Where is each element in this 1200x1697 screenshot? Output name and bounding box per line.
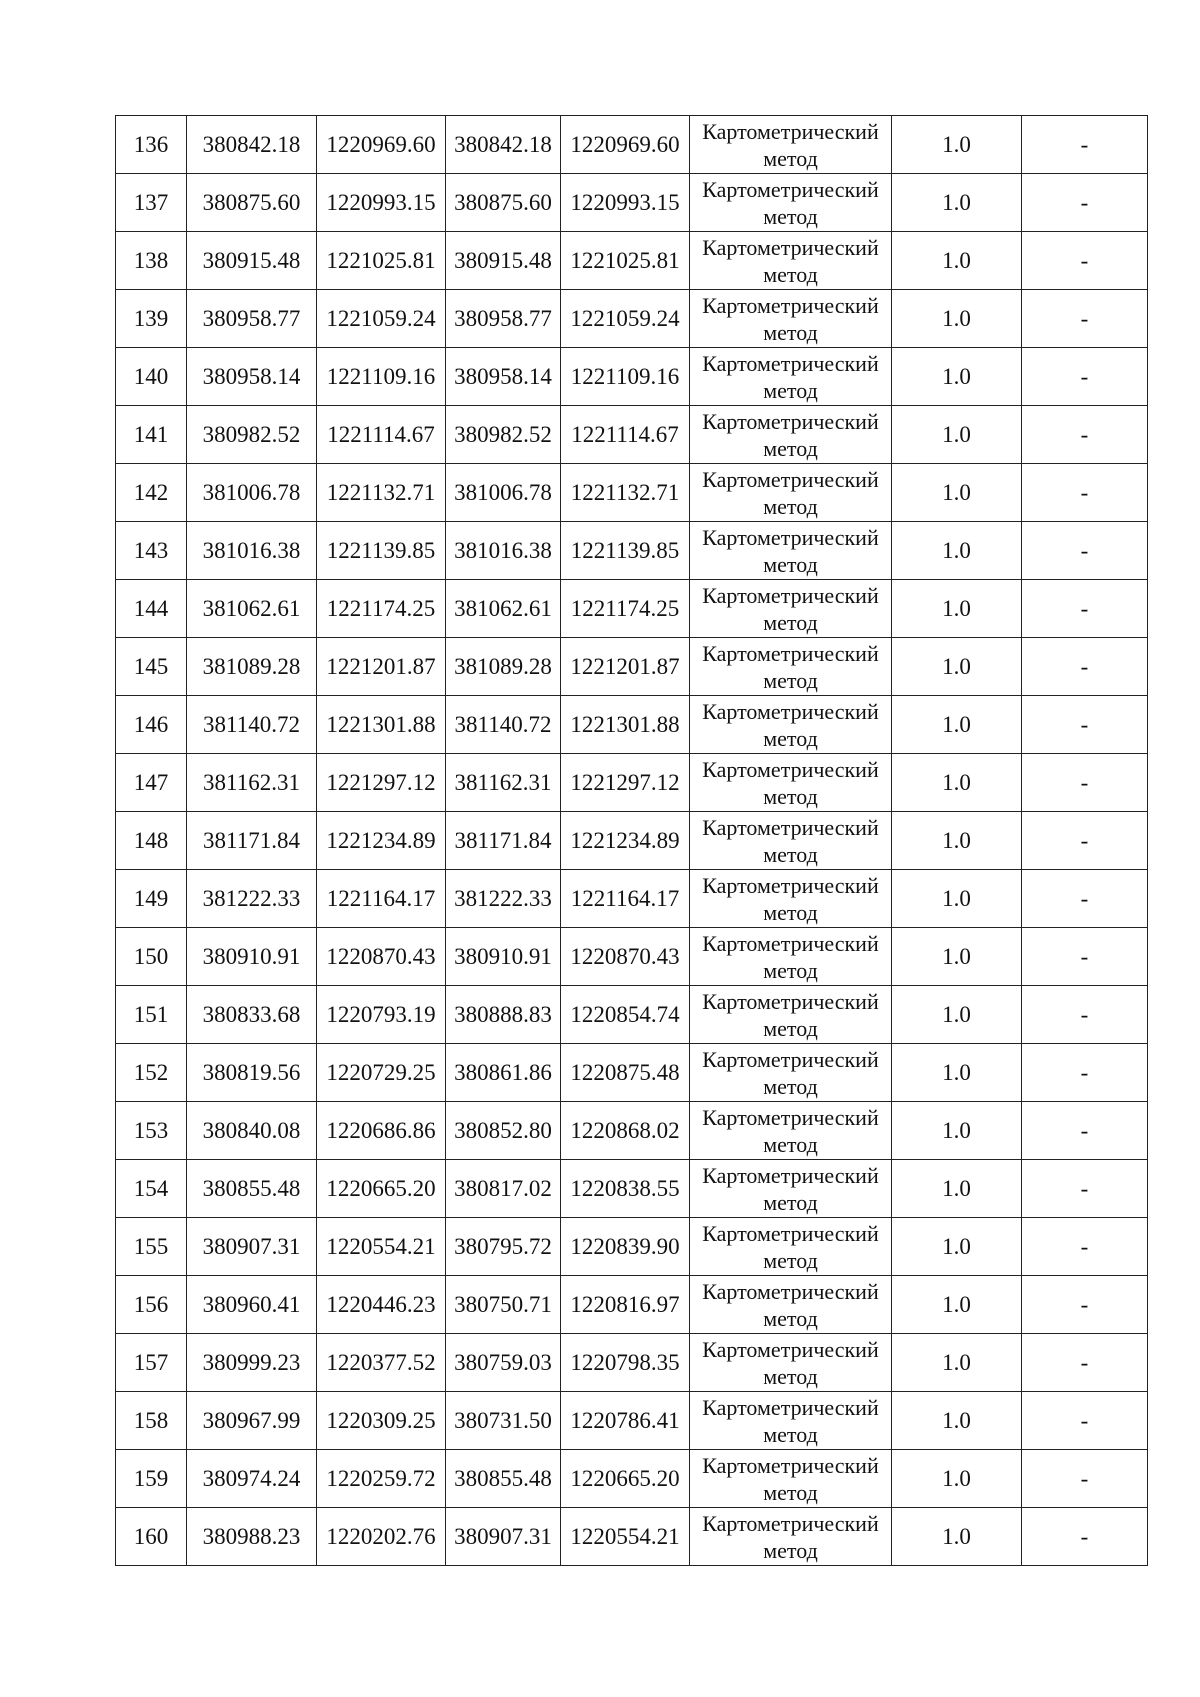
x2-coordinate-cell: 381006.78 (446, 464, 561, 522)
y2-coordinate-cell: 1220969.60 (561, 116, 690, 174)
accuracy-cell: 1.0 (892, 174, 1022, 232)
accuracy-cell: 1.0 (892, 986, 1022, 1044)
method-line-2: метод (763, 377, 818, 403)
table-row (116, 174, 1148, 232)
x1-coordinate-cell: 380958.14 (187, 348, 317, 406)
x2-coordinate-cell: 380910.91 (446, 928, 561, 986)
x2-coordinate-cell: 380855.48 (446, 1450, 561, 1508)
accuracy-cell: 1.0 (892, 1102, 1022, 1160)
method-line-1: Картометрический (702, 466, 879, 492)
x2-coordinate-cell: 381162.31 (446, 754, 561, 812)
y1-coordinate-cell: 1221297.12 (317, 754, 446, 812)
point-number-cell: 138 (116, 232, 187, 290)
method-cell (690, 464, 892, 522)
y1-coordinate-cell: 1221301.88 (317, 696, 446, 754)
note-cell: - (1022, 812, 1148, 870)
y2-coordinate-cell: 1220839.90 (561, 1218, 690, 1276)
method-cell (690, 232, 892, 290)
table-row (116, 1044, 1148, 1102)
method-cell (690, 1044, 892, 1102)
y1-coordinate-cell: 1221132.71 (317, 464, 446, 522)
y1-coordinate-cell: 1220377.52 (317, 1334, 446, 1392)
method-line-1: Картометрический (702, 234, 879, 260)
y1-coordinate-cell: 1221059.24 (317, 290, 446, 348)
point-number-cell: 159 (116, 1450, 187, 1508)
y1-coordinate-cell: 1220309.25 (317, 1392, 446, 1450)
method-line-2: метод (763, 319, 818, 345)
accuracy-cell: 1.0 (892, 116, 1022, 174)
note-cell: - (1022, 928, 1148, 986)
table-row (116, 812, 1148, 870)
method-line-1: Картометрический (702, 1104, 879, 1130)
y1-coordinate-cell: 1220259.72 (317, 1450, 446, 1508)
accuracy-cell: 1.0 (892, 406, 1022, 464)
x2-coordinate-cell: 380915.48 (446, 232, 561, 290)
table-body (116, 116, 1148, 1566)
table-row (116, 290, 1148, 348)
note-cell: - (1022, 1102, 1148, 1160)
table-row (116, 1392, 1148, 1450)
x1-coordinate-cell: 380958.77 (187, 290, 317, 348)
x1-coordinate-cell: 380907.31 (187, 1218, 317, 1276)
x2-coordinate-cell: 380982.52 (446, 406, 561, 464)
point-number-cell: 145 (116, 638, 187, 696)
method-cell (690, 1218, 892, 1276)
accuracy-cell: 1.0 (892, 754, 1022, 812)
x1-coordinate-cell: 380842.18 (187, 116, 317, 174)
y2-coordinate-cell: 1220786.41 (561, 1392, 690, 1450)
note-cell: - (1022, 174, 1148, 232)
accuracy-cell: 1.0 (892, 1508, 1022, 1566)
method-cell (690, 638, 892, 696)
x1-coordinate-cell: 381140.72 (187, 696, 317, 754)
method-line-2: метод (763, 725, 818, 751)
note-cell: - (1022, 754, 1148, 812)
point-number-cell: 156 (116, 1276, 187, 1334)
method-line-1: Картометрический (702, 118, 879, 144)
accuracy-cell: 1.0 (892, 290, 1022, 348)
method-line-2: метод (763, 667, 818, 693)
method-line-2: метод (763, 1247, 818, 1273)
method-cell (690, 1508, 892, 1566)
method-cell (690, 1102, 892, 1160)
note-cell: - (1022, 1508, 1148, 1566)
method-line-2: метод (763, 1189, 818, 1215)
table-row (116, 638, 1148, 696)
y2-coordinate-cell: 1221174.25 (561, 580, 690, 638)
x1-coordinate-cell: 380960.41 (187, 1276, 317, 1334)
point-number-cell: 148 (116, 812, 187, 870)
y1-coordinate-cell: 1221109.16 (317, 348, 446, 406)
accuracy-cell: 1.0 (892, 1276, 1022, 1334)
point-number-cell: 157 (116, 1334, 187, 1392)
note-cell: - (1022, 696, 1148, 754)
x2-coordinate-cell: 380750.71 (446, 1276, 561, 1334)
method-cell (690, 928, 892, 986)
table-row (116, 1450, 1148, 1508)
point-number-cell: 139 (116, 290, 187, 348)
y2-coordinate-cell: 1220816.97 (561, 1276, 690, 1334)
table-row (116, 1218, 1148, 1276)
x1-coordinate-cell: 381062.61 (187, 580, 317, 638)
method-line-2: метод (763, 1363, 818, 1389)
accuracy-cell: 1.0 (892, 696, 1022, 754)
y1-coordinate-cell: 1220665.20 (317, 1160, 446, 1218)
method-line-1: Картометрический (702, 350, 879, 376)
table-row (116, 348, 1148, 406)
accuracy-cell: 1.0 (892, 812, 1022, 870)
table-row (116, 754, 1148, 812)
method-line-1: Картометрический (702, 408, 879, 434)
note-cell: - (1022, 290, 1148, 348)
point-number-cell: 149 (116, 870, 187, 928)
x1-coordinate-cell: 381222.33 (187, 870, 317, 928)
note-cell: - (1022, 870, 1148, 928)
y1-coordinate-cell: 1221234.89 (317, 812, 446, 870)
accuracy-cell: 1.0 (892, 580, 1022, 638)
x2-coordinate-cell: 381089.28 (446, 638, 561, 696)
method-cell (690, 406, 892, 464)
method-line-2: метод (763, 551, 818, 577)
table-row (116, 870, 1148, 928)
x1-coordinate-cell: 381006.78 (187, 464, 317, 522)
x2-coordinate-cell: 380731.50 (446, 1392, 561, 1450)
y1-coordinate-cell: 1221201.87 (317, 638, 446, 696)
method-line-1: Картометрический (702, 1278, 879, 1304)
method-line-2: метод (763, 435, 818, 461)
note-cell: - (1022, 1218, 1148, 1276)
method-line-2: метод (763, 899, 818, 925)
point-number-cell: 141 (116, 406, 187, 464)
method-line-1: Картометрический (702, 1510, 879, 1536)
point-number-cell: 150 (116, 928, 187, 986)
x2-coordinate-cell: 380852.80 (446, 1102, 561, 1160)
x2-coordinate-cell: 380958.14 (446, 348, 561, 406)
y1-coordinate-cell: 1221174.25 (317, 580, 446, 638)
accuracy-cell: 1.0 (892, 464, 1022, 522)
table-row (116, 464, 1148, 522)
method-cell (690, 1276, 892, 1334)
note-cell: - (1022, 1276, 1148, 1334)
y1-coordinate-cell: 1220993.15 (317, 174, 446, 232)
accuracy-cell: 1.0 (892, 1218, 1022, 1276)
point-number-cell: 152 (116, 1044, 187, 1102)
method-cell (690, 1450, 892, 1508)
method-line-2: метод (763, 1305, 818, 1331)
point-number-cell: 146 (116, 696, 187, 754)
y2-coordinate-cell: 1220870.43 (561, 928, 690, 986)
point-number-cell: 155 (116, 1218, 187, 1276)
method-cell (690, 290, 892, 348)
table-row (116, 1102, 1148, 1160)
method-line-1: Картометрический (702, 1162, 879, 1188)
method-line-2: метод (763, 1015, 818, 1041)
method-line-2: метод (763, 1073, 818, 1099)
y2-coordinate-cell: 1220993.15 (561, 174, 690, 232)
y1-coordinate-cell: 1220729.25 (317, 1044, 446, 1102)
accuracy-cell: 1.0 (892, 1450, 1022, 1508)
method-cell (690, 348, 892, 406)
point-number-cell: 160 (116, 1508, 187, 1566)
y1-coordinate-cell: 1220686.86 (317, 1102, 446, 1160)
method-cell (690, 870, 892, 928)
point-number-cell: 137 (116, 174, 187, 232)
method-cell (690, 116, 892, 174)
point-number-cell: 153 (116, 1102, 187, 1160)
method-line-2: метод (763, 261, 818, 287)
method-cell (690, 1160, 892, 1218)
note-cell: - (1022, 232, 1148, 290)
x2-coordinate-cell: 380842.18 (446, 116, 561, 174)
table-row (116, 696, 1148, 754)
x2-coordinate-cell: 380817.02 (446, 1160, 561, 1218)
y2-coordinate-cell: 1220854.74 (561, 986, 690, 1044)
method-line-1: Картометрический (702, 872, 879, 898)
table-row (116, 406, 1148, 464)
point-number-cell: 142 (116, 464, 187, 522)
method-line-1: Картометрический (702, 1394, 879, 1420)
method-cell (690, 522, 892, 580)
method-line-2: метод (763, 203, 818, 229)
table-row (116, 928, 1148, 986)
method-line-2: метод (763, 957, 818, 983)
y2-coordinate-cell: 1221114.67 (561, 406, 690, 464)
y1-coordinate-cell: 1220446.23 (317, 1276, 446, 1334)
note-cell: - (1022, 464, 1148, 522)
y1-coordinate-cell: 1221025.81 (317, 232, 446, 290)
y1-coordinate-cell: 1220554.21 (317, 1218, 446, 1276)
y2-coordinate-cell: 1220554.21 (561, 1508, 690, 1566)
y2-coordinate-cell: 1221164.17 (561, 870, 690, 928)
method-cell (690, 1392, 892, 1450)
x2-coordinate-cell: 380875.60 (446, 174, 561, 232)
table-row (116, 986, 1148, 1044)
method-line-2: метод (763, 1537, 818, 1563)
x2-coordinate-cell: 381171.84 (446, 812, 561, 870)
method-cell (690, 812, 892, 870)
method-line-1: Картометрический (702, 176, 879, 202)
y1-coordinate-cell: 1221114.67 (317, 406, 446, 464)
x1-coordinate-cell: 381016.38 (187, 522, 317, 580)
note-cell: - (1022, 1334, 1148, 1392)
method-line-2: метод (763, 1131, 818, 1157)
x1-coordinate-cell: 381171.84 (187, 812, 317, 870)
table-row (116, 1334, 1148, 1392)
method-cell (690, 696, 892, 754)
point-number-cell: 143 (116, 522, 187, 580)
method-line-1: Картометрический (702, 292, 879, 318)
table-row (116, 522, 1148, 580)
y1-coordinate-cell: 1220870.43 (317, 928, 446, 986)
accuracy-cell: 1.0 (892, 928, 1022, 986)
x2-coordinate-cell: 381062.61 (446, 580, 561, 638)
point-number-cell: 158 (116, 1392, 187, 1450)
note-cell: - (1022, 638, 1148, 696)
y2-coordinate-cell: 1221234.89 (561, 812, 690, 870)
table-row (116, 1276, 1148, 1334)
y2-coordinate-cell: 1221297.12 (561, 754, 690, 812)
method-cell (690, 1334, 892, 1392)
method-line-2: метод (763, 1421, 818, 1447)
method-cell (690, 174, 892, 232)
x2-coordinate-cell: 380907.31 (446, 1508, 561, 1566)
y1-coordinate-cell: 1220202.76 (317, 1508, 446, 1566)
x1-coordinate-cell: 380833.68 (187, 986, 317, 1044)
x1-coordinate-cell: 380988.23 (187, 1508, 317, 1566)
y2-coordinate-cell: 1221025.81 (561, 232, 690, 290)
accuracy-cell: 1.0 (892, 870, 1022, 928)
method-cell (690, 580, 892, 638)
y1-coordinate-cell: 1221139.85 (317, 522, 446, 580)
method-line-2: метод (763, 1479, 818, 1505)
method-line-1: Картометрический (702, 582, 879, 608)
note-cell: - (1022, 116, 1148, 174)
y2-coordinate-cell: 1221132.71 (561, 464, 690, 522)
y2-coordinate-cell: 1221301.88 (561, 696, 690, 754)
point-number-cell: 136 (116, 116, 187, 174)
method-line-1: Картометрический (702, 1452, 879, 1478)
method-line-1: Картометрический (702, 930, 879, 956)
y2-coordinate-cell: 1220875.48 (561, 1044, 690, 1102)
method-line-1: Картометрический (702, 756, 879, 782)
note-cell: - (1022, 406, 1148, 464)
table-row (116, 1160, 1148, 1218)
x1-coordinate-cell: 380910.91 (187, 928, 317, 986)
x2-coordinate-cell: 380888.83 (446, 986, 561, 1044)
method-line-1: Картометрический (702, 524, 879, 550)
method-cell (690, 986, 892, 1044)
method-cell (690, 754, 892, 812)
accuracy-cell: 1.0 (892, 1334, 1022, 1392)
method-line-1: Картометрический (702, 988, 879, 1014)
x1-coordinate-cell: 380875.60 (187, 174, 317, 232)
table-row (116, 116, 1148, 174)
x2-coordinate-cell: 380861.86 (446, 1044, 561, 1102)
y1-coordinate-cell: 1220793.19 (317, 986, 446, 1044)
y2-coordinate-cell: 1221109.16 (561, 348, 690, 406)
accuracy-cell: 1.0 (892, 1044, 1022, 1102)
y2-coordinate-cell: 1221059.24 (561, 290, 690, 348)
x1-coordinate-cell: 380974.24 (187, 1450, 317, 1508)
note-cell: - (1022, 348, 1148, 406)
method-line-1: Картометрический (702, 1046, 879, 1072)
y2-coordinate-cell: 1220798.35 (561, 1334, 690, 1392)
method-line-1: Картометрический (702, 640, 879, 666)
x2-coordinate-cell: 380958.77 (446, 290, 561, 348)
accuracy-cell: 1.0 (892, 1160, 1022, 1218)
method-line-2: метод (763, 145, 818, 171)
method-line-1: Картометрический (702, 698, 879, 724)
accuracy-cell: 1.0 (892, 348, 1022, 406)
y1-coordinate-cell: 1220969.60 (317, 116, 446, 174)
y2-coordinate-cell: 1221139.85 (561, 522, 690, 580)
point-number-cell: 147 (116, 754, 187, 812)
point-number-cell: 151 (116, 986, 187, 1044)
note-cell: - (1022, 986, 1148, 1044)
accuracy-cell: 1.0 (892, 638, 1022, 696)
note-cell: - (1022, 1450, 1148, 1508)
method-line-1: Картометрический (702, 1220, 879, 1246)
x2-coordinate-cell: 380759.03 (446, 1334, 561, 1392)
table-row (116, 232, 1148, 290)
y2-coordinate-cell: 1221201.87 (561, 638, 690, 696)
y1-coordinate-cell: 1221164.17 (317, 870, 446, 928)
x1-coordinate-cell: 380967.99 (187, 1392, 317, 1450)
method-line-2: метод (763, 783, 818, 809)
x1-coordinate-cell: 380819.56 (187, 1044, 317, 1102)
note-cell: - (1022, 580, 1148, 638)
method-line-2: метод (763, 493, 818, 519)
x2-coordinate-cell: 381016.38 (446, 522, 561, 580)
point-number-cell: 144 (116, 580, 187, 638)
x1-coordinate-cell: 380982.52 (187, 406, 317, 464)
x1-coordinate-cell: 381162.31 (187, 754, 317, 812)
note-cell: - (1022, 1160, 1148, 1218)
x1-coordinate-cell: 380915.48 (187, 232, 317, 290)
table-row (116, 580, 1148, 638)
table-row (116, 1508, 1148, 1566)
method-line-2: метод (763, 609, 818, 635)
y2-coordinate-cell: 1220838.55 (561, 1160, 690, 1218)
x1-coordinate-cell: 380855.48 (187, 1160, 317, 1218)
y2-coordinate-cell: 1220868.02 (561, 1102, 690, 1160)
x2-coordinate-cell: 381140.72 (446, 696, 561, 754)
y2-coordinate-cell: 1220665.20 (561, 1450, 690, 1508)
x1-coordinate-cell: 380999.23 (187, 1334, 317, 1392)
x1-coordinate-cell: 380840.08 (187, 1102, 317, 1160)
accuracy-cell: 1.0 (892, 232, 1022, 290)
method-line-1: Картометрический (702, 814, 879, 840)
method-line-2: метод (763, 841, 818, 867)
x2-coordinate-cell: 380795.72 (446, 1218, 561, 1276)
point-number-cell: 154 (116, 1160, 187, 1218)
x2-coordinate-cell: 381222.33 (446, 870, 561, 928)
accuracy-cell: 1.0 (892, 522, 1022, 580)
coordinates-table (115, 115, 1148, 1566)
accuracy-cell: 1.0 (892, 1392, 1022, 1450)
note-cell: - (1022, 1044, 1148, 1102)
note-cell: - (1022, 522, 1148, 580)
x1-coordinate-cell: 381089.28 (187, 638, 317, 696)
note-cell: - (1022, 1392, 1148, 1450)
method-line-1: Картометрический (702, 1336, 879, 1362)
point-number-cell: 140 (116, 348, 187, 406)
